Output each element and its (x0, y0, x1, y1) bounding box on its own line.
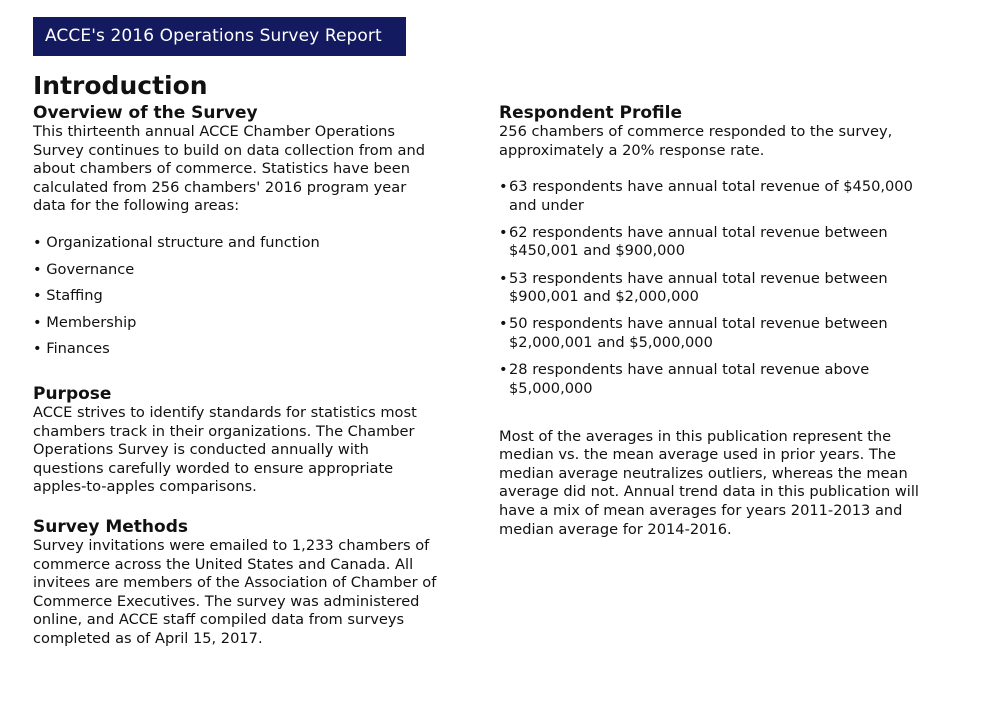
list-item (33, 287, 443, 306)
list-item (33, 261, 443, 280)
list-item (33, 314, 443, 333)
left-column (33, 103, 443, 648)
list-item-text: 63 respondents have annual total revenue of $450,000 and under (509, 178, 913, 214)
bullet: • (499, 360, 508, 378)
list-item (499, 224, 919, 261)
bullet: • (33, 260, 42, 278)
averages-note: Most of the averages in this publication represent the median vs. the mean average used in prior years. The median average neutralizes outliers, whereas the mean average did not. Annual trend data in this publication will have a mix of mean averages for years 2011-2013 and median average for 2014-2016. (499, 427, 919, 538)
bullet: • (499, 315, 508, 333)
list-item (33, 234, 443, 253)
respondent-profile-text: 256 chambers of commerce responded to the survey, approximately a 20% response rate. (499, 123, 893, 159)
revenue-list (499, 178, 919, 398)
list-item (499, 270, 919, 307)
list-item-text: 53 respondents have annual total revenue between $900,001 and $2,000,000 (509, 269, 888, 306)
page-title: Introduction (33, 71, 208, 100)
overview-list (33, 234, 443, 359)
bullet: • (499, 223, 508, 241)
bullet: • (33, 313, 42, 331)
list-item-text: 62 respondents have annual total revenue between $450,001 and $900,000 (509, 223, 888, 260)
overview-text: This thirteenth annual ACCE Chamber Operations Survey continues to build on data collection from and about chambers of commerce. Statistics have been calculated from 256 chambers' 2016 program year data for the following areas: (33, 123, 425, 215)
bullet: • (33, 340, 42, 358)
methods-text: Survey invitations were emailed to 1,233 chambers of commerce across the United States and Canada. All invitees are members of the Association of Chamber of Commerce Executives. The survey was administered online, and ACCE staff compiled data from surveys completed as of April 15, 2017. (33, 536, 437, 647)
report-banner (33, 17, 406, 56)
list-item-text: 28 respondents have annual total revenue above $5,000,000 (509, 360, 870, 397)
bullet: • (33, 233, 42, 251)
list-item (499, 361, 919, 398)
list-item-text: Membership (46, 313, 137, 331)
list-item-text: Staffing (46, 287, 103, 305)
methods-heading: Survey Methods (33, 516, 188, 537)
list-item (499, 178, 919, 215)
list-item-text: Finances (46, 340, 110, 358)
purpose-heading: Purpose (33, 383, 112, 404)
purpose-text: ACCE strives to identify standards for statistics most chambers track in their organizations. The Chamber Operations Survey is conducted annually with questions carefully worded to ensure appropriate apples-to-apples comparisons. (33, 403, 417, 496)
right-column (499, 103, 919, 539)
bullet: • (499, 178, 508, 196)
respondent-profile-heading: Respondent Profile (499, 103, 683, 123)
bullet: • (499, 269, 508, 287)
report-title: ACCE's 2016 Operations Survey Report (45, 26, 382, 46)
overview-heading: Overview of the Survey (33, 103, 258, 123)
list-item (499, 315, 919, 352)
list-item-text: Organizational structure and function (46, 233, 320, 251)
list-item-text: Governance (46, 260, 135, 278)
bullet: • (33, 287, 42, 305)
list-item-text: 50 respondents have annual total revenue between $2,000,001 and $5,000,000 (509, 315, 888, 351)
list-item (33, 340, 443, 359)
